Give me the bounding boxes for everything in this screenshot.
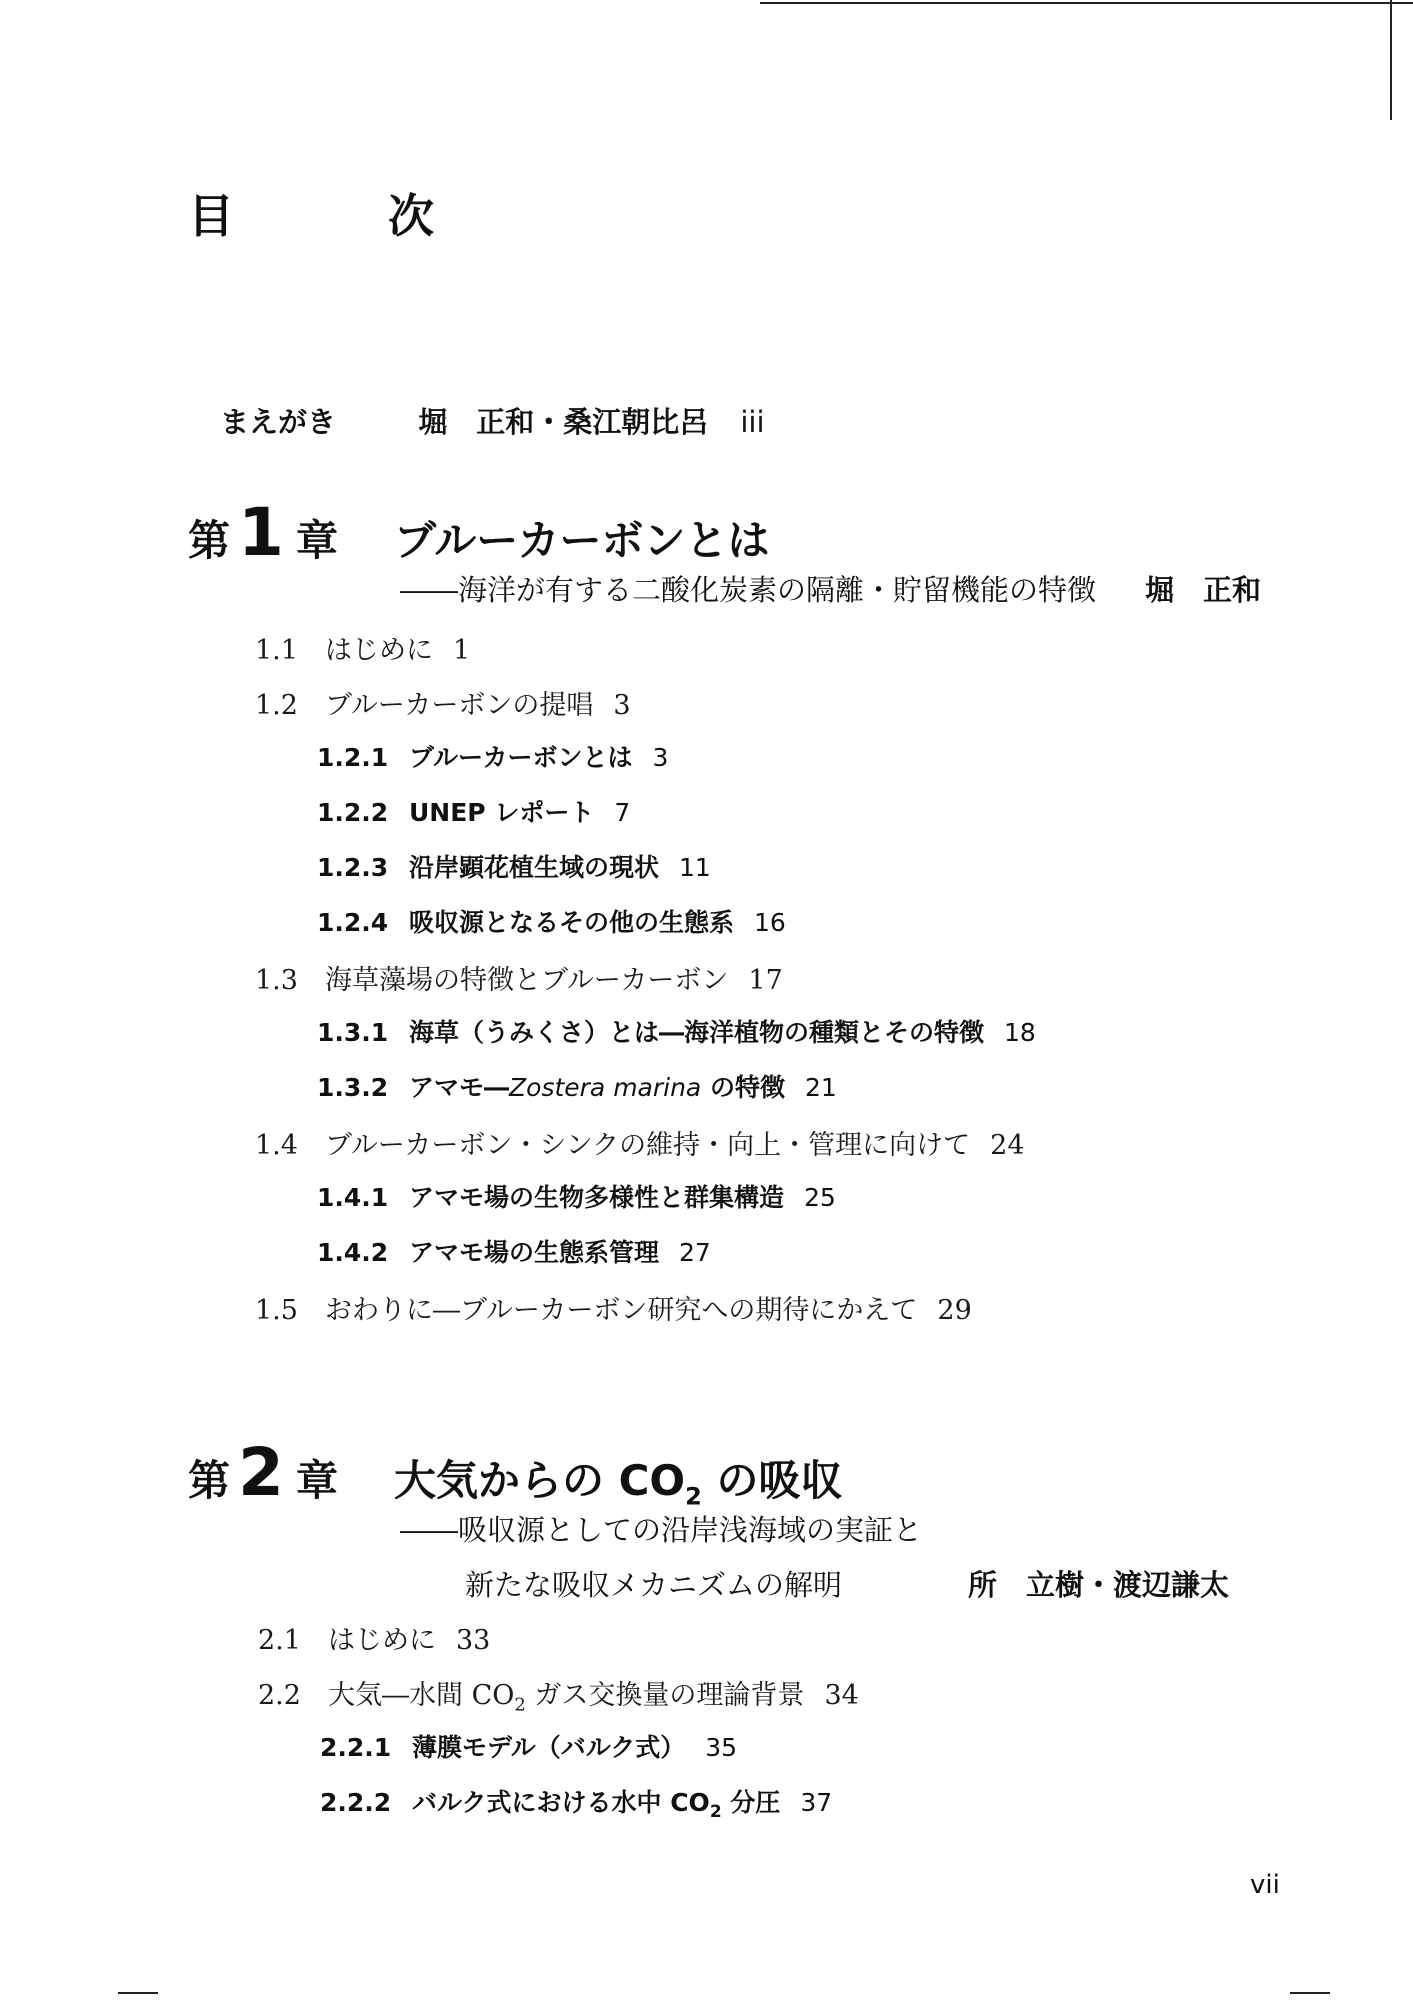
chapter2-title: 大気からの $CO_2$ の吸収 <box>393 1456 843 1511</box>
preface-label: まえがき <box>220 405 337 439</box>
chapter1-title: ブルーカーボンとは <box>393 516 770 565</box>
scan-edge-right <box>1390 0 1392 120</box>
chapter2-prefix: 第 <box>188 1456 231 1505</box>
toc-entry[interactable]: 2.1 はじめに 33 <box>258 1625 491 1656</box>
chapter2-subtitle-line1: ――吸収源としての沿岸浅海域の実証と <box>400 1513 923 1547</box>
scan-edge-bottom-left <box>118 1992 158 1994</box>
toc-entry[interactable]: 1.2 ブルーカーボンの提唱 3 <box>255 690 631 721</box>
toc-subentry[interactable]: 1.2.4 吸収源となるその他の生態系 16 <box>317 908 786 937</box>
toc-subentry[interactable]: 2.2.2 バルク式における水中 $CO_2$ 分圧 37 <box>320 1788 833 1822</box>
chapter1-number: 1 <box>238 494 284 571</box>
scan-edge-bottom-right <box>1290 1992 1330 1994</box>
toc-subentry[interactable]: 1.3.2 アマモ―Zostera marina の特徴 21 <box>317 1073 837 1102</box>
toc-entry[interactable]: 1.1 はじめに 1 <box>255 635 471 666</box>
page-number: vii <box>1250 1870 1280 1900</box>
toc-entry[interactable]: 1.3 海草藻場の特徴とブルーカーボン 17 <box>255 965 783 996</box>
toc-entry[interactable]: 1.5 おわりに―ブルーカーボン研究への期待にかえて 29 <box>255 1295 972 1326</box>
toc-subentry[interactable]: 1.3.1 海草（うみくさ）とは―海洋植物の種類とその特徴 18 <box>317 1018 1036 1047</box>
toc-subentry[interactable]: 2.2.1 薄膜モデル（バルク式） 35 <box>320 1733 738 1762</box>
toc-subentry[interactable]: 1.2.1 ブルーカーボンとは 3 <box>317 743 669 772</box>
toc-entry[interactable]: 2.2 大気―水間 $CO_2$ ガス交換量の理論背景 34 <box>258 1680 859 1716</box>
chapter1-subtitle: ――海洋が有する二酸化炭素の隔離・貯留機能の特徴 <box>400 573 1097 607</box>
toc-subentry[interactable]: 1.2.2 UNEP レポート 7 <box>317 798 631 827</box>
chapter1-author: 堀 正和 <box>1145 573 1262 607</box>
chapter1-prefix: 第 <box>188 516 231 565</box>
chapter1-heading[interactable] <box>188 494 770 571</box>
toc-entry[interactable]: 1.4 ブルーカーボン・シンクの維持・向上・管理に向けて 24 <box>255 1130 1025 1161</box>
toc-subentry[interactable]: 1.2.3 沿岸顕花植生域の現状 11 <box>317 853 711 882</box>
chapter2-number: 2 <box>238 1434 284 1511</box>
chapter2-subtitle-line2: 新たな吸収メカニズムの解明 <box>465 1568 843 1602</box>
chapter2-heading[interactable] <box>188 1434 843 1511</box>
preface-authors: 堀 正和・桑江朝比呂 <box>418 405 709 439</box>
chapter2-author: 所 立樹・渡辺謙太 <box>968 1568 1230 1602</box>
scan-edge-top <box>760 2 1413 4</box>
toc-subentry[interactable]: 1.4.1 アマモ場の生物多様性と群集構造 25 <box>317 1183 836 1212</box>
page-title: 目 次 <box>188 189 488 243</box>
preface-page: iii <box>740 405 765 439</box>
chapter2-suffix: 章 <box>295 1456 338 1505</box>
preface-entry[interactable] <box>220 400 765 441</box>
toc-subentry[interactable]: 1.4.2 アマモ場の生態系管理 27 <box>317 1238 711 1267</box>
chapter1-suffix: 章 <box>295 516 338 565</box>
